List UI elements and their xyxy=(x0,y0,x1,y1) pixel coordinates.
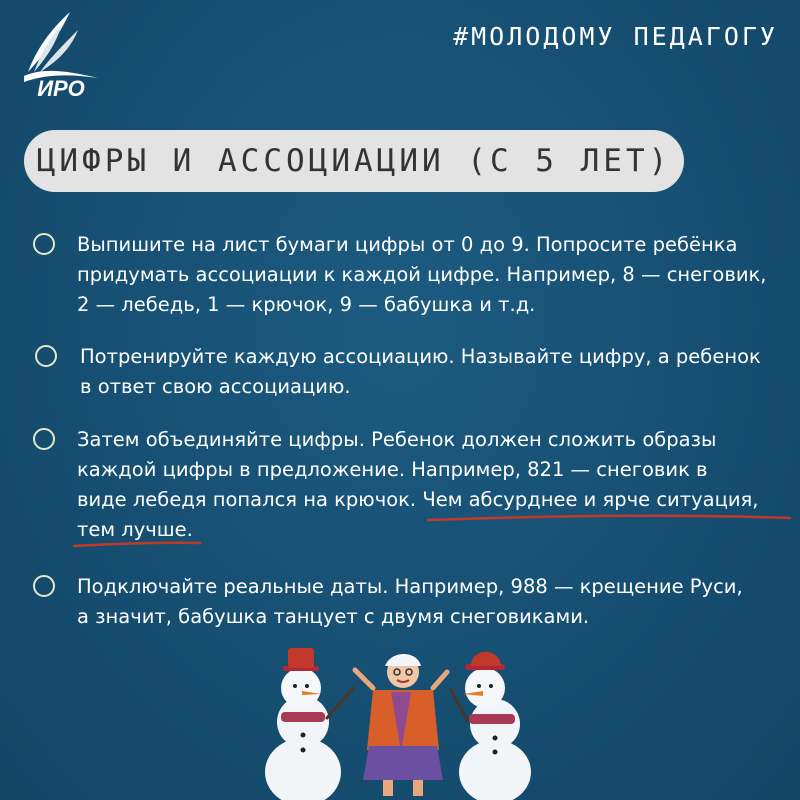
list-item: Выпишите на лист бумаги цифры от 0 до 9. Попросите ребёнка придумать ассоциации к каждой цифре. Например, 8 — снеговик, 2 — лебедь, 1 — крючок, 9 — бабушка и т.д. xyxy=(77,233,767,316)
grandma-icon xyxy=(355,654,447,796)
title-pill xyxy=(24,130,684,192)
bullet-circle-icon xyxy=(33,575,55,597)
snowman-right-icon xyxy=(451,652,531,800)
page-title: ЦИФРЫ И АССОЦИАЦИИ (С 5 ЛЕТ) xyxy=(36,143,672,179)
logo-text: ИРО xyxy=(37,76,85,101)
hashtag-title: #МОЛОДОМУ ПЕДАГОГУ xyxy=(453,22,778,51)
iro-logo xyxy=(20,10,102,102)
bullet-circle-icon xyxy=(33,428,55,450)
bullet-circle-icon xyxy=(35,345,57,367)
bullet-circle-icon xyxy=(33,233,55,255)
list-item: Потренируйте каждую ассоциацию. Называйте цифру, а ребенок в ответ свою ассоциацию. xyxy=(80,345,761,398)
list-item: Подключайте реальные даты. Например, 988 — крещение Руси, а значит, бабушка танцует с двумя снеговиками. xyxy=(77,575,743,628)
snowmen-grandma-illustration xyxy=(255,640,555,800)
snowman-left-icon xyxy=(265,648,353,800)
list-item: Затем объединяйте цифры. Ребенок должен сложить образы каждой цифры в предложение. Например, 821 — снеговик в виде лебедя попался на крючок. Чем абсурднее и ярче ситуация, тем лучше. xyxy=(77,428,759,541)
red-underline-mark xyxy=(72,508,800,558)
